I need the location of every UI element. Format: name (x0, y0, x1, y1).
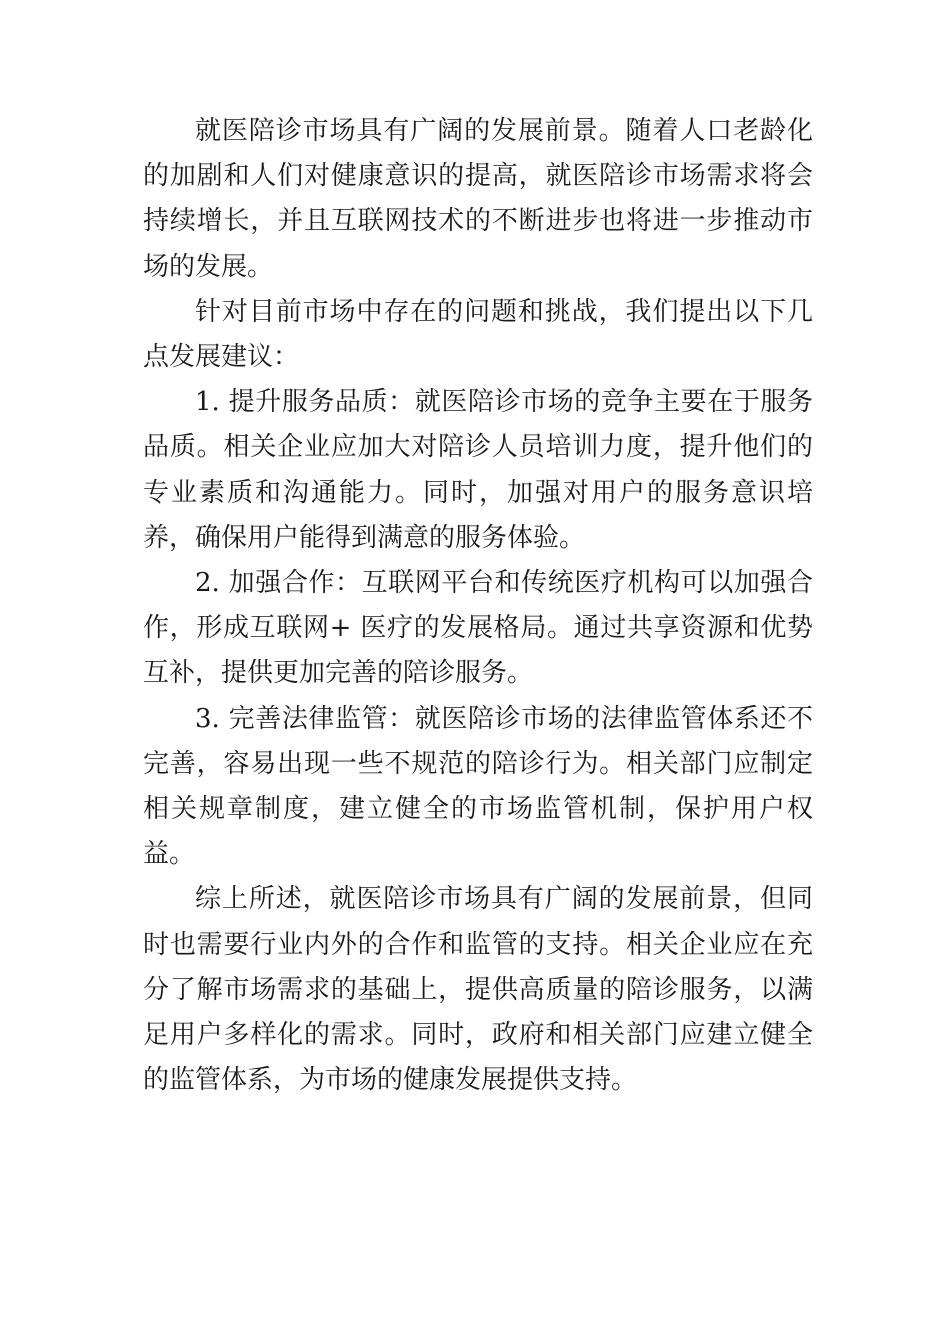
paragraph-suggestion-1: 1. 提升服务品质：就医陪诊市场的竞争主要在于服务品质。相关企业应加大对陪诊人员培训力度，提升他们的专业素质和沟通能力。同时，加强对用户的服务意识培养，确保用户能得到满意的服务体验。 (143, 387, 813, 553)
document-body (143, 109, 813, 1103)
paragraph-suggestion-2: 2. 加强合作：互联网平台和传统医疗机构可以加强合作，形成互联网+ 医疗的发展格局。通过共享资源和优势互补，提供更加完善的陪诊服务。 (143, 568, 813, 689)
paragraph-conclusion: 综上所述，就医陪诊市场具有广阔的发展前景，但同时也需要行业内外的合作和监管的支持。相关企业应在充分了解市场需求的基础上，提供高质量的陪诊服务，以满足用户多样化的需求。同时，政府和相关部门应建立健全的监管体系，为市场的健康发展提供支持。 (143, 884, 813, 1096)
paragraph-suggestions-intro: 针对目前市场中存在的问题和挑战，我们提出以下几点发展建议： (143, 296, 813, 373)
paragraph-suggestion-3: 3. 完善法律监管：就医陪诊市场的法律监管体系还不完善，容易出现一些不规范的陪诊行为。相关部门应制定相关规章制度，建立健全的市场监管机制，保护用户权益。 (143, 703, 813, 870)
paragraph-outlook: 就医陪诊市场具有广阔的发展前景。随着人口老龄化的加剧和人们对健康意识的提高，就医陪诊市场需求将会持续增长，并且互联网技术的不断进步也将进一步推动市场的发展。 (143, 116, 813, 282)
